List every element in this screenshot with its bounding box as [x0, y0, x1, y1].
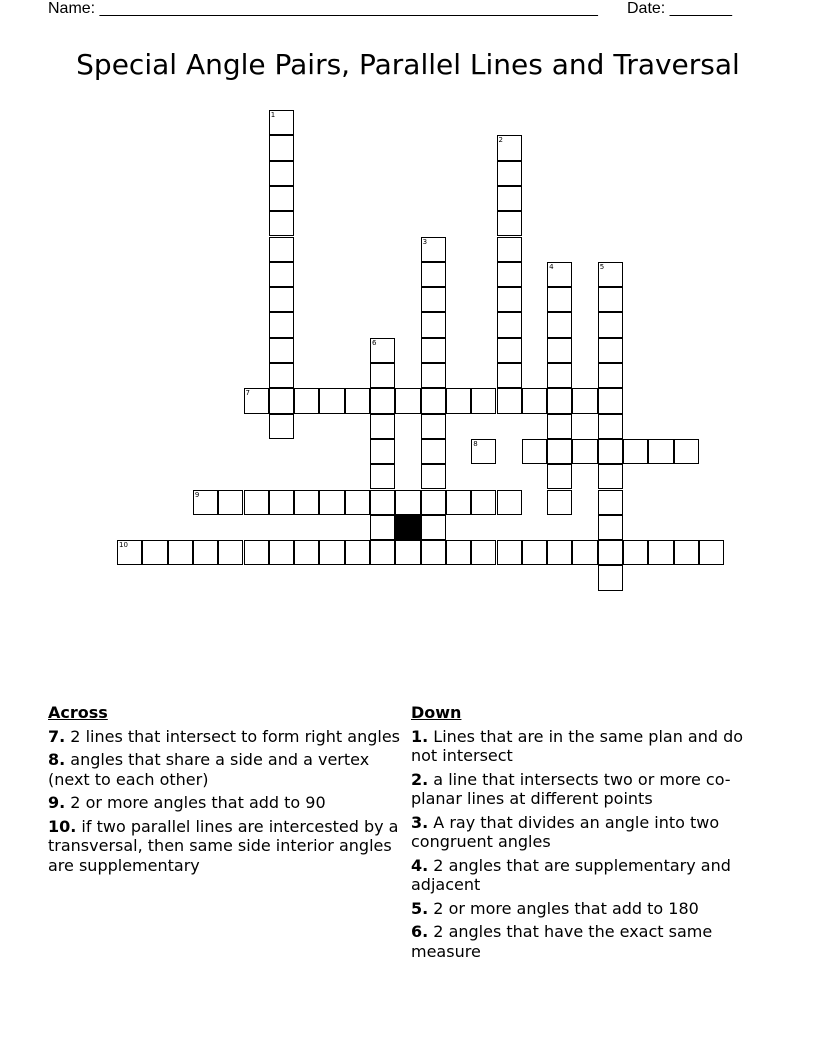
grid-cell[interactable] [395, 540, 420, 565]
grid-cell[interactable] [319, 388, 344, 413]
grid-cell[interactable] [547, 338, 572, 363]
clue-number-label: 2 [498, 136, 503, 145]
clue-text: 2 or more angles that add to 90 [65, 793, 326, 812]
grid-cell[interactable] [674, 540, 699, 565]
grid-cell[interactable] [294, 388, 319, 413]
clue-number-label: 5 [599, 262, 605, 271]
grid-cell[interactable] [699, 540, 724, 565]
grid-cell[interactable] [598, 388, 623, 413]
clue-item [411, 899, 759, 919]
clue-item [411, 727, 759, 766]
clue-number: 2. [411, 769, 429, 789]
grid-cell[interactable] [319, 540, 344, 565]
page-title: Special Angle Pairs, Parallel Lines and Traversal [76, 48, 740, 81]
grid-cell[interactable] [218, 540, 243, 565]
grid-cell[interactable] [168, 540, 193, 565]
grid-cell[interactable] [572, 439, 597, 464]
clue-number-label: 1 [270, 111, 276, 119]
grid-cell[interactable] [522, 439, 547, 464]
grid-cell[interactable] [497, 161, 522, 186]
grid-cell[interactable] [370, 388, 395, 413]
clue-number-label: 6 [372, 338, 377, 347]
clue-text: if two parallel lines are intercested by a transversal, then same side interior angles are supplementary [48, 816, 399, 875]
clue-item [48, 817, 406, 876]
grid-cell[interactable] [345, 540, 370, 565]
grid-cell[interactable] [269, 237, 294, 262]
clue-number-label: 4 [549, 262, 554, 271]
grid-cell[interactable] [471, 490, 496, 515]
clue-item [411, 856, 759, 895]
clue-text: angles that share a side and a vertex (next to each other) [48, 750, 370, 789]
grid-cell[interactable] [497, 186, 522, 211]
clue-text: a line that intersects two or more co-planar lines at different points [411, 769, 731, 808]
clue-item [411, 922, 759, 961]
grid-cell[interactable] [319, 490, 344, 515]
date-field-label: Date: _______ [627, 0, 732, 17]
grid-cell[interactable] [547, 363, 572, 388]
grid-cell[interactable] [598, 287, 623, 312]
grid-cell[interactable] [446, 540, 471, 565]
grid-cell[interactable] [598, 565, 623, 590]
grid-cell[interactable] [547, 464, 572, 489]
grid-cell[interactable] [370, 414, 395, 439]
grid-cell[interactable] [370, 464, 395, 489]
grid-cell[interactable] [193, 540, 218, 565]
grid-cell[interactable] [345, 490, 370, 515]
grid-cell[interactable] [345, 388, 370, 413]
grid-cell[interactable] [497, 262, 522, 287]
clue-number: 8. [48, 750, 66, 769]
across-clues [48, 703, 406, 879]
grid-cell[interactable] [421, 439, 446, 464]
grid-cell[interactable] [244, 388, 269, 413]
grid-cell[interactable] [522, 540, 547, 565]
grid-cell[interactable] [674, 439, 699, 464]
grid-cell[interactable] [497, 540, 522, 565]
grid-cell[interactable] [471, 388, 496, 413]
clue-item [411, 813, 759, 852]
grid-cell[interactable] [269, 490, 294, 515]
grid-cell[interactable] [269, 363, 294, 388]
grid-cell[interactable] [269, 338, 294, 363]
clue-text: 2 or more angles that add to 180 [428, 898, 699, 918]
grid-cell[interactable] [598, 312, 623, 337]
grid-cell[interactable] [244, 540, 269, 565]
grid-cell[interactable] [497, 388, 522, 413]
grid-cell[interactable] [395, 388, 420, 413]
across-heading: Across [48, 703, 108, 722]
grid-cell[interactable] [547, 388, 572, 413]
clue-item [48, 793, 406, 813]
grid-cell[interactable] [269, 262, 294, 287]
grid-cell[interactable] [598, 262, 623, 287]
clue-item [48, 727, 406, 747]
grid-cell[interactable] [497, 312, 522, 337]
grid-cell[interactable] [269, 211, 294, 236]
grid-cell[interactable] [598, 414, 623, 439]
grid-cell[interactable] [117, 540, 142, 565]
grid-cell[interactable] [395, 490, 420, 515]
clue-item [411, 770, 759, 809]
clue-text: 2 lines that intersect to form right angles [65, 726, 401, 746]
grid-cell[interactable] [269, 110, 294, 135]
grid-cell[interactable] [572, 540, 597, 565]
down-clues [411, 703, 759, 965]
grid-cell[interactable] [421, 312, 446, 337]
grid-cell[interactable] [218, 490, 243, 515]
grid-cell[interactable] [598, 363, 623, 388]
grid-cell[interactable] [648, 439, 673, 464]
grid-cell[interactable] [370, 338, 395, 363]
grid-cell[interactable] [421, 464, 446, 489]
clue-number-label: 10 [119, 541, 128, 550]
grid-cell[interactable] [446, 490, 471, 515]
grid-cell[interactable] [269, 161, 294, 186]
grid-cell[interactable] [598, 540, 623, 565]
grid-cell[interactable] [497, 237, 522, 262]
grid-cell[interactable] [421, 237, 446, 262]
clue-number: 6. [411, 922, 429, 941]
grid-cell[interactable] [598, 464, 623, 489]
grid-cell[interactable] [269, 186, 294, 211]
grid-cell[interactable] [421, 262, 446, 287]
grid-cell[interactable] [446, 388, 471, 413]
grid-cell[interactable] [497, 211, 522, 236]
grid-cell[interactable] [497, 135, 522, 160]
clue-number: 5. [411, 898, 429, 918]
grid-cell[interactable] [572, 388, 597, 413]
clue-number: 9. [48, 793, 66, 812]
grid-cell[interactable] [623, 540, 648, 565]
grid-cell[interactable] [421, 388, 446, 413]
grid-cell[interactable] [598, 490, 623, 515]
grid-cell[interactable] [244, 490, 269, 515]
grid-cell[interactable] [598, 338, 623, 363]
grid-cell[interactable] [547, 287, 572, 312]
clue-number: 10. [48, 816, 77, 836]
clue-number-label: 9 [194, 490, 200, 499]
grid-cell[interactable] [269, 414, 294, 439]
grid-cell[interactable] [497, 287, 522, 312]
grid-cell[interactable] [370, 540, 395, 565]
clue-number: 3. [411, 812, 429, 832]
grid-cell[interactable] [598, 439, 623, 464]
grid-cell[interactable] [370, 363, 395, 388]
grid-cell[interactable] [497, 490, 522, 515]
grid-cell[interactable] [598, 515, 623, 540]
grid-cell[interactable] [648, 540, 673, 565]
grid-cell[interactable] [294, 540, 319, 565]
clue-number-label: 3 [422, 237, 428, 246]
grid-cell[interactable] [547, 540, 572, 565]
clue-number: 1. [411, 726, 429, 746]
clue-number-label: 7 [245, 389, 250, 398]
grid-cell[interactable] [269, 312, 294, 337]
grid-cell[interactable] [547, 439, 572, 464]
grid-cell[interactable] [471, 540, 496, 565]
grid-cell[interactable] [142, 540, 167, 565]
clue-text: A ray that divides an angle into two congruent angles [411, 812, 720, 851]
clue-number: 4. [411, 855, 429, 875]
name-field-label: Name: ________________________________________________________ [48, 0, 598, 17]
grid-cell[interactable] [421, 363, 446, 388]
grid-cell[interactable] [497, 363, 522, 388]
grid-cell[interactable] [421, 515, 446, 540]
clue-number: 7. [48, 726, 66, 746]
grid-cell[interactable] [547, 490, 572, 515]
grid-cell[interactable] [547, 312, 572, 337]
clue-item [48, 750, 406, 789]
clue-text: Lines that are in the same plan and do not intersect [411, 726, 744, 765]
grid-cell[interactable] [269, 388, 294, 413]
grid-cell[interactable] [421, 490, 446, 515]
grid-cell[interactable] [269, 287, 294, 312]
grid-cell[interactable] [421, 338, 446, 363]
grid-cell[interactable] [269, 540, 294, 565]
grid-cell[interactable] [193, 490, 218, 515]
grid-cell[interactable] [497, 338, 522, 363]
grid-cell[interactable] [421, 287, 446, 312]
grid-cell[interactable] [294, 490, 319, 515]
grid-cell[interactable] [522, 388, 547, 413]
down-heading: Down [411, 703, 462, 722]
grid-cell[interactable] [421, 414, 446, 439]
black-cell [395, 515, 420, 540]
grid-cell[interactable] [547, 262, 572, 287]
grid-cell[interactable] [370, 515, 395, 540]
grid-cell[interactable] [370, 439, 395, 464]
grid-cell[interactable] [269, 135, 294, 160]
clue-number-label: 8 [473, 439, 478, 448]
grid-cell[interactable] [370, 490, 395, 515]
grid-cell[interactable] [623, 439, 648, 464]
grid-cell[interactable] [471, 439, 496, 464]
clue-text: 2 angles that are supplementary and adjacent [411, 855, 731, 894]
grid-cell[interactable] [421, 540, 446, 565]
clue-text: 2 angles that have the exact same measure [411, 922, 713, 961]
grid-cell[interactable] [547, 414, 572, 439]
